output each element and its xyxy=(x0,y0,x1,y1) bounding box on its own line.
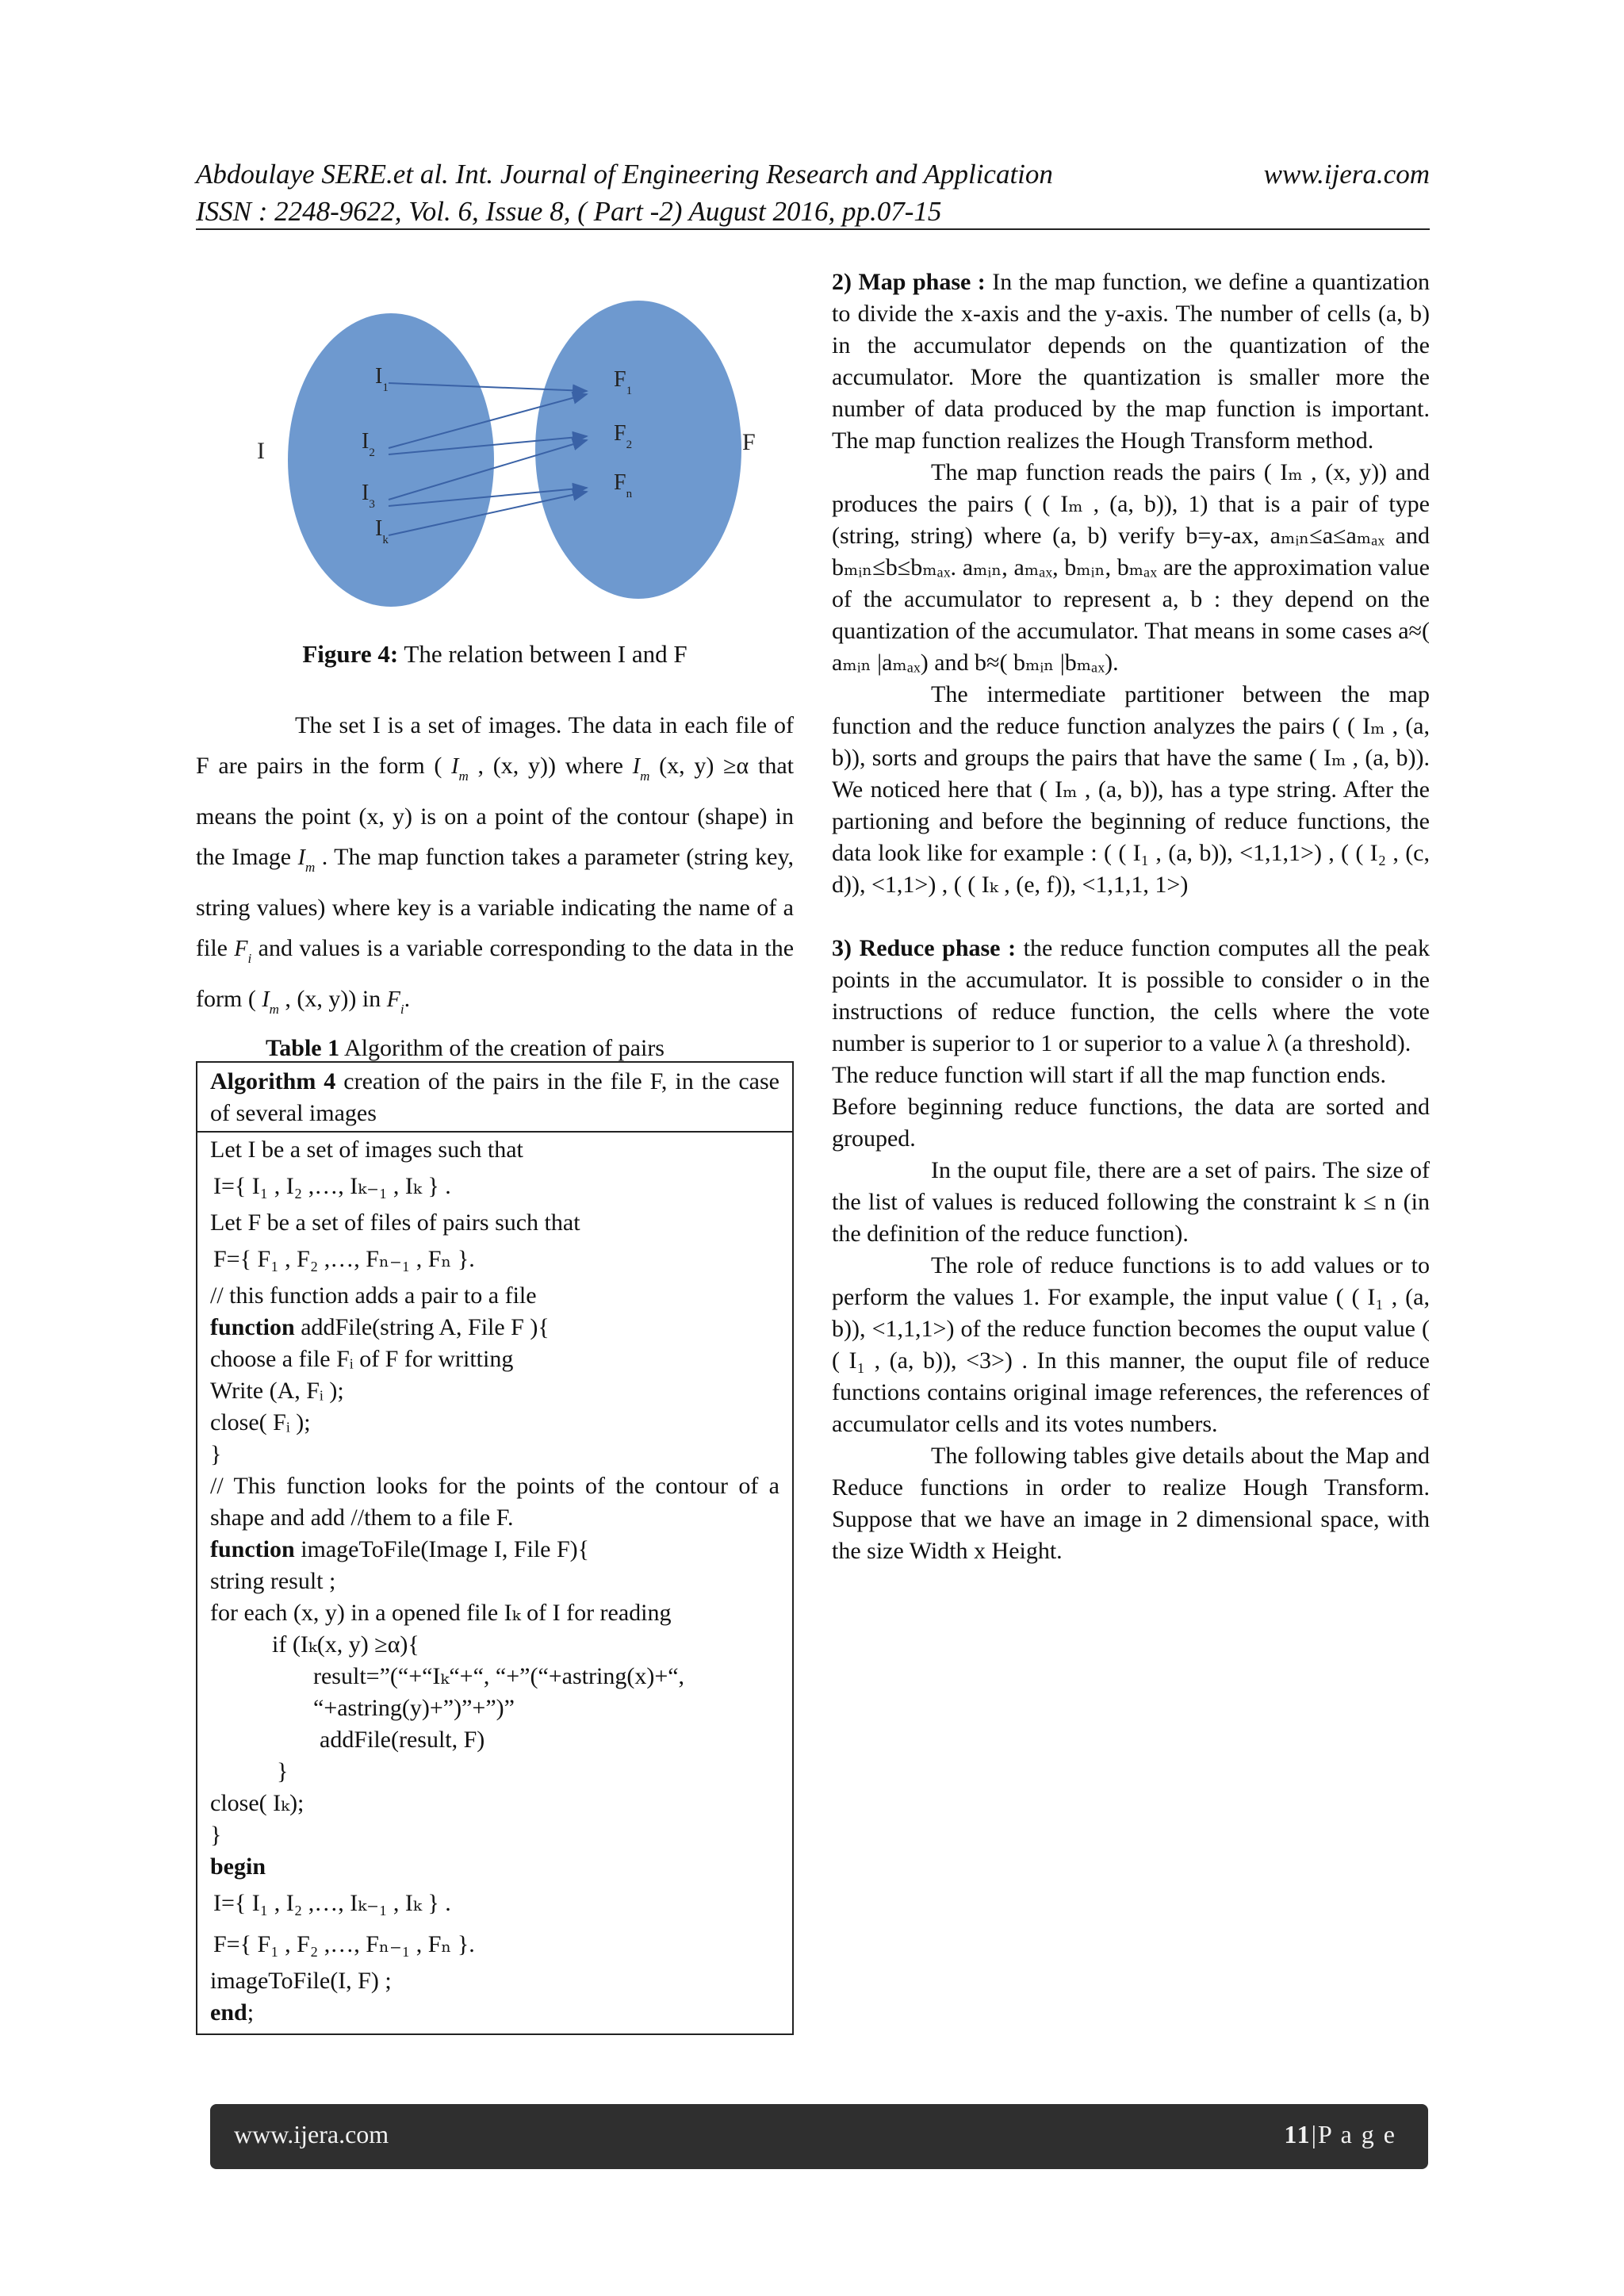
element-i1: $I_1$ xyxy=(375,364,389,394)
algorithm-table-header xyxy=(197,1063,792,1133)
set-i-ellipse xyxy=(288,313,494,607)
keyword-function: function xyxy=(210,1536,295,1562)
algo-line: end; xyxy=(210,1999,255,2026)
algo-line: function imageToFile(Image I, File F){ xyxy=(210,1536,590,1562)
element-f2: $F_2$ xyxy=(614,421,633,451)
algo-line: result=”(“+“Iₖ“+“, “+”(“+astring(x)+“, “+astring(y)+”)”+”)” xyxy=(313,1663,685,1721)
table-1-label: Table 1 xyxy=(266,1035,340,1061)
set-i-label: I xyxy=(257,438,265,464)
algo-line: close( Fᵢ ); xyxy=(210,1409,311,1435)
algo-line: addFile(result, F) xyxy=(320,1727,485,1753)
set-f-ellipse xyxy=(535,301,741,599)
tables-intro-paragraph: The following tables give details about the Map and Reduce functions in order to realize Hough Transform. Suppose that we have an image in 2 dimensional space, with the size Width x Height. xyxy=(832,1443,1430,1564)
algo-line: } xyxy=(277,1758,289,1784)
algorithm-body xyxy=(197,1133,792,2033)
algo-line: } xyxy=(210,1822,222,1848)
keyword-end: end xyxy=(210,1999,247,2026)
table-1-caption-text: Algorithm of the creation of pairs xyxy=(339,1035,665,1061)
element-i2: $I_2$ xyxy=(362,429,375,459)
keyword-begin: begin xyxy=(210,1853,266,1880)
partitioner-paragraph: The intermediate partitioner between the map function and the reduce function analyzes the pairs ( ( Iₘ , (a, b)), sorts and groups the pairs that have the same ( Iₘ , (a, b)). We noticed here that ( Iₘ , (a, b)), has a type string. After the partioning and before the beginning of reduce functions, the data look like for example : ( ( I₁ , (a, b)), <1,1,1>) , ( ( I₂ , (c, d)), <1,1>) , ( ( Iₖ , (e, f)), <1,1,1, 1>) xyxy=(832,681,1430,898)
header-line-1 xyxy=(196,155,1430,194)
header-divider xyxy=(196,228,1430,230)
algo-set-f: F={ F₁ , F₂ ,…, Fₙ₋₁ , Fₙ }. xyxy=(213,1246,475,1272)
map-function-paragraph: The map function reads the pairs ( Iₘ , (x, y)) and produces the pairs ( ( Iₘ , (a, b)), 1) that is a pair of type (string, string) where (a, b) verify b=y-ax, aₘᵢₙ≤a≤aₘₐₓ and bₘᵢₙ≤b≤bₘₐₓ. aₘᵢₙ, aₘₐₓ, bₘᵢₙ, bₘₐₓ are the approximation value of the accumulator to represent a, b : they depend on the quantization of the accumulator. That means in some cases a≈( aₘᵢₙ |aₘₐₓ) and b≈( bₘᵢₙ |bₘₐₓ). xyxy=(832,459,1430,676)
algo-set-f: F={ F₁ , F₂ ,…, Fₙ₋₁ , Fₙ }. xyxy=(213,1931,475,1957)
algo-line: Let I be a set of images such that xyxy=(210,1137,523,1163)
figure-4-caption xyxy=(196,638,794,670)
algo-line: imageToFile(I, F) ; xyxy=(210,1968,392,1994)
algo-line: string result ; xyxy=(210,1568,336,1594)
algo-line: function addFile(string A, File F ){ xyxy=(210,1314,550,1340)
element-ik: $I_k$ xyxy=(375,516,389,546)
reduce-phase-paragraph: 3) Reduce phase : the reduce function computes all the peak points in the accumulator. It is possible to consider o in the instructions of reduce function, the cells where the vote number is superior to 1 or superior to a value λ (a threshold). xyxy=(832,935,1430,1056)
algo-set-i: I={ I₁ , I₂ ,…, Iₖ₋₁ , Iₖ } . xyxy=(213,1890,451,1916)
algo-line: if (Iₖ(x, y) ≥α){ xyxy=(272,1631,419,1658)
element-fn: $F_n$ xyxy=(614,470,633,500)
algo-line: close( Iₖ); xyxy=(210,1790,304,1816)
sorting-paragraph: Before beginning reduce functions, the data are sorted and grouped. xyxy=(832,1094,1430,1152)
element-f1: $F_1$ xyxy=(614,367,633,397)
set-f-label: F xyxy=(742,429,756,455)
map-phase-heading: 2) Map phase : xyxy=(832,269,986,295)
right-column xyxy=(832,266,1430,1567)
table-1-caption xyxy=(266,1033,794,1064)
left-column xyxy=(196,638,794,1064)
output-file-paragraph: In the ouput file, there are a set of pairs. The size of the list of values is reduced following the constraint k ≤ n (in the definition of the reduce function). xyxy=(832,1157,1430,1247)
images-paragraph: The set I is a set of images. The data in each file of F are pairs in the form ( $I_m$ , (x, y)) where $I_m$ (x, y) ≥α that means the point (x, y) is on a point of the contour (shape) in the Image $I_m$ . The map function takes a parameter (string key, string values) where key is a variable indicating the name of a file $F_i$ and values is a variable corresponding to the data in the form ( $I_m$ , (x, y)) in $F_i$. xyxy=(196,712,795,1017)
header-website-link[interactable]: www.ijera.com xyxy=(1263,159,1430,190)
algorithm-label: Algorithm 4 xyxy=(210,1068,336,1094)
reduce-start-paragraph: The reduce function will start if all the map function ends. xyxy=(832,1062,1386,1088)
header-line-2: ISSN : 2248-9622, Vol. 6, Issue 8, ( Part -2) August 2016, pp.07-15 xyxy=(196,196,942,227)
reduce-phase-heading: 3) Reduce phase : xyxy=(832,935,1017,961)
reduce-role-paragraph: The role of reduce functions is to add values or to perform the values 1. For example, the input value ( ( I₁ , (a, b)), <1,1,1>) of the reduce function becomes the ouput value ( ( I₁ , (a, b)), <3>) . In this manner, the ouput file of reduce functions contains original image references, the references of accumulator cells and its votes numbers. xyxy=(832,1252,1430,1437)
figure-4-diagram xyxy=(257,282,801,631)
algo-line: Let F be a set of files of pairs such that xyxy=(210,1209,580,1236)
algorithm-title: creation of the pairs in the file F, in the case of several images xyxy=(210,1068,779,1126)
figure-4-caption-text: The relation between I and F xyxy=(398,640,688,668)
algo-line: for each (x, y) in a opened file Iₖ of I for reading xyxy=(210,1600,672,1626)
algo-line: } xyxy=(210,1441,222,1467)
map-phase-paragraph: 2) Map phase : In the map function, we define a quantization to divide the x-axis and the y-axis. The number of cells (a, b) in the accumulator depends on the quantization of the accumulator. More the quantization is smaller more the number of data produced by the map function is important. The map function realizes the Hough Transform method. xyxy=(832,269,1431,454)
algo-comment: // this function adds a pair to a file xyxy=(210,1282,537,1309)
algo-line xyxy=(210,1851,779,1883)
element-i3: $I_3$ xyxy=(362,481,375,511)
algo-comment: // This function looks for the points of the contour of a shape and add //them to a file F. xyxy=(210,1473,779,1531)
algo-line: Write (A, Fᵢ ); xyxy=(210,1378,344,1404)
figure-4-label: Figure 4: xyxy=(302,640,399,668)
algo-set-i: I={ I₁ , I₂ ,…, Iₖ₋₁ , Iₖ } . xyxy=(213,1173,451,1199)
journal-citation: Abdoulaye SERE.et al. Int. Journal of Engineering Research and Application xyxy=(196,159,1053,190)
algorithm-table xyxy=(196,1061,794,2035)
page-footer xyxy=(210,2104,1428,2169)
page-number: 11|P a g e xyxy=(1284,2120,1396,2148)
keyword-function: function xyxy=(210,1314,295,1340)
footer-website-link[interactable]: www.ijera.com xyxy=(234,2120,389,2148)
algo-line: choose a file Fᵢ of F for writting xyxy=(210,1346,514,1372)
